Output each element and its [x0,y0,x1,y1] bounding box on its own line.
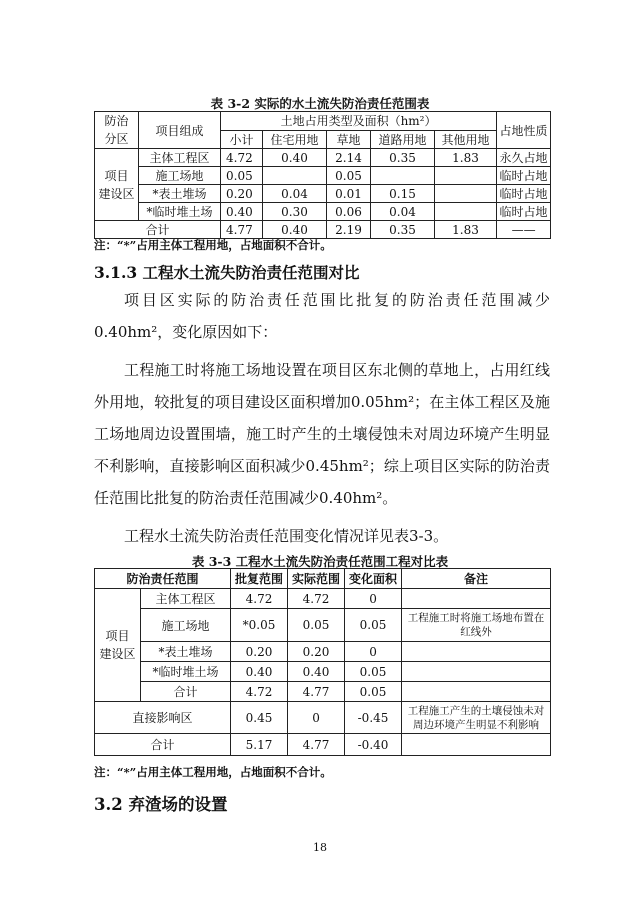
cell-actual: 4.77 [288,682,345,702]
cell-actual: 0.40 [288,662,345,682]
total-label: 合计 [95,734,231,756]
cell-residential: 0.40 [263,149,327,167]
header-change: 变化面积 [345,569,402,589]
cell-road: 0.35 [371,149,435,167]
row-name: *表土堆场 [141,642,231,662]
table-row [95,682,551,702]
row-name: 直接影响区 [95,702,231,734]
cell-change: 0.05 [345,682,402,702]
cell-approved: 4.72 [231,682,288,702]
cell-remark [402,682,551,702]
cell-subtotal: 0.20 [221,185,263,203]
paragraph-3: 工程水土流失防治责任范围变化情况详见表3-3。 [124,527,449,545]
cell-remark [402,589,551,609]
header-component: 项目组成 [139,112,221,149]
cell-residential [263,167,327,185]
cell-subtotal: 4.72 [221,149,263,167]
total-row [95,221,551,239]
zone-cell: 项目 建设区 [95,149,139,221]
header-other: 其他用地 [435,130,497,149]
table-row [95,589,551,609]
paragraph-1: 项目区实际的防治责任范围比批复的防治责任范围减少0.40hm²，变化原因如下： [94,291,550,341]
cell-other [435,185,497,203]
cell-property: 临时占地 [497,203,551,221]
total-label: 合计 [95,221,221,239]
cell-approved: *0.05 [231,609,288,642]
header-scope: 防治责任范围 [95,569,231,589]
row-name: *临时堆土场 [141,662,231,682]
header-approved: 批复范围 [231,569,288,589]
cell-other [435,167,497,185]
total-row [95,734,551,756]
row-name: *临时堆土场 [139,203,221,221]
cell-grass: 2.14 [327,149,371,167]
cell-remark [402,642,551,662]
paragraph-2: 工程施工时将施工场地设置在项目区东北侧的草地上，占用红线外用地，较批复的项目建设区面积增加0.05hm²；在主体工程区及施工场地周边设置围墙，施工时产生的土壤侵蚀未对周边环境产生明显不利影响，直接影响区面积减少0.45hm²；综上项目区实际的防治责任范围比批复的防治责任范围减少0.40hm²。 [94,361,550,507]
table-3-3-note: 注：“*”占用主体工程用地，占地面积不合计。 [94,765,332,779]
cell-remark [402,662,551,682]
cell-property: 永久占地 [497,149,551,167]
table-row [95,609,551,642]
cell-other: 1.83 [435,149,497,167]
table-3-2-caption: 表 3-2 实际的水土流失防治责任范围表 [210,96,430,111]
section-heading-3-2: 3.2 弃渣场的设置 [94,795,228,814]
section-3-1-3-body [94,284,550,552]
table-row [95,185,551,203]
cell-subtotal: 0.40 [221,203,263,221]
row-name: 施工场地 [141,609,231,642]
header-property: 占地性质 [497,112,551,149]
header-residential: 住宅用地 [263,130,327,149]
cell-actual: 0 [288,702,345,734]
cell-subtotal: 0.05 [221,167,263,185]
table-3-2 [94,111,551,239]
section-heading-3-1-3: 3.1.3 工程水土流失防治责任范围对比 [94,263,360,282]
total-road: 0.35 [371,221,435,239]
total-change: -0.40 [345,734,402,756]
cell-change: 0.05 [345,609,402,642]
cell-remark: 工程施工产生的土壤侵蚀未对周边环境产生明显不利影响 [402,702,551,734]
row-name: 主体工程区 [139,149,221,167]
header-road: 道路用地 [371,130,435,149]
zone-cell: 项目 建设区 [95,589,141,702]
cell-other [435,203,497,221]
cell-property: 临时占地 [497,185,551,203]
table-3-2-note: 注：“*”占用主体工程用地，占地面积不合计。 [94,238,332,252]
total-residential: 0.40 [263,221,327,239]
cell-residential: 0.30 [263,203,327,221]
table-row [95,203,551,221]
cell-approved: 0.20 [231,642,288,662]
header-remark: 备注 [402,569,551,589]
cell-grass: 0.01 [327,185,371,203]
header-land-group: 土地占用类型及面积（hm²） [221,112,497,131]
cell-change: 0.05 [345,662,402,682]
cell-grass: 0.06 [327,203,371,221]
row-name: 主体工程区 [141,589,231,609]
total-approved: 5.17 [231,734,288,756]
cell-change: -0.45 [345,702,402,734]
cell-actual: 4.72 [288,589,345,609]
table-row [95,642,551,662]
total-grass: 2.19 [327,221,371,239]
cell-road: 0.04 [371,203,435,221]
page-number: 18 [313,841,327,854]
total-other: 1.83 [435,221,497,239]
cell-actual: 0.05 [288,609,345,642]
cell-grass: 0.05 [327,167,371,185]
header-zone: 防治 分区 [95,112,139,149]
table-row [95,149,551,167]
row-name: 施工场地 [139,167,221,185]
cell-approved: 4.72 [231,589,288,609]
table-3-3 [94,568,551,756]
table-3-3-caption: 表 3-3 工程水土流失防治责任范围工程对比表 [191,554,449,569]
cell-residential: 0.04 [263,185,327,203]
row-name: *表土堆场 [139,185,221,203]
header-subtotal: 小计 [221,130,263,149]
cell-road [371,167,435,185]
cell-actual: 0.20 [288,642,345,662]
table-row [95,167,551,185]
row-name: 合计 [141,682,231,702]
total-subtotal: 4.77 [221,221,263,239]
table-row [95,702,551,734]
cell-change: 0 [345,589,402,609]
header-grass: 草地 [327,130,371,149]
total-property: —— [497,221,551,239]
cell-approved: 0.40 [231,662,288,682]
cell-approved: 0.45 [231,702,288,734]
cell-remark: 工程施工时将施工场地布置在红线外 [402,609,551,642]
total-actual: 4.77 [288,734,345,756]
cell-change: 0 [345,642,402,662]
cell-road: 0.15 [371,185,435,203]
table-row [95,662,551,682]
cell-property: 临时占地 [497,167,551,185]
total-remark [402,734,551,756]
header-actual: 实际范围 [288,569,345,589]
